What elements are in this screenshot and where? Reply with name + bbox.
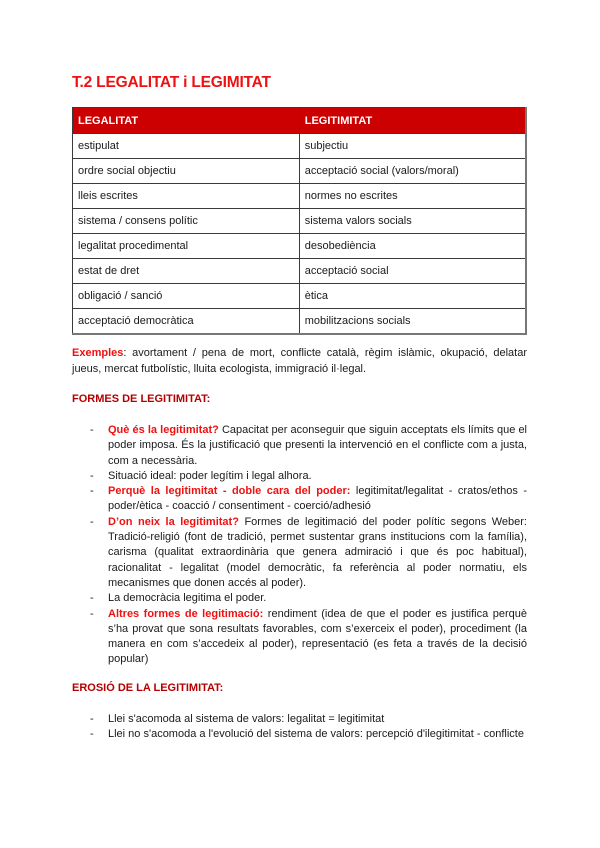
section-heading-erosio: EROSIÓ DE LA LEGITIMITAT: [72,682,224,694]
item-text: La democràcia legitima el poder. [108,592,267,605]
table-cell: estat de dret [73,259,300,284]
table-cell: desobediència [299,234,526,259]
table-cell: ètica [299,284,526,309]
table-cell: mobilitzacions socials [299,309,526,335]
table-cell: ordre social objectiu [73,159,300,184]
item-text: Formes de legitimació del poder polític segons Weber: Tradició-religió (font de tradició, permet sustentar grans institucions com la família), carisma (qualitat extraordinària que genera admiració i que és poc habitual), racionalitat - legalitat (model democràtic, fa referència al poder normatiu, els mecanismes que donen accés al poder). [108,515,527,589]
table-cell: acceptació social [299,259,526,284]
table-row [73,134,527,159]
item-lead: Perquè la legitimitat - doble cara del poder: [108,485,351,498]
examples-text: : avortament / pena de mort, conflicte català, règim islàmic, okupació, delatar jueus, mercat futbolístic, lluita ecologista, immigració il·legal. [72,347,527,375]
item-lead: D’on neix la legitimitat? [108,515,239,528]
item-text: Capacitat per aconseguir que siguin acceptats els límits que el poder imposa. És la justificació que presenti la intervenció en el conflicte com a justa, com a necessària. [108,424,528,467]
table-header-row [73,108,527,134]
list-item [72,484,527,515]
item-text: Situació ideal: poder legítim i legal alhora. [108,469,312,482]
table-cell: obligació / sanció [73,284,300,309]
formes-list [72,423,527,668]
table-row [73,159,527,184]
comparison-table [72,107,527,335]
list-item [72,607,527,668]
page-title: T.2 LEGALITAT i LEGIMITAT [72,74,271,91]
list-item [72,727,527,742]
table-cell: subjectiu [299,134,526,159]
item-text: Llei no s'acomoda a l'evolució del sistema de valors: percepció d'ilegitimitat - conflicte [108,728,524,741]
item-text: Llei s'acomoda al sistema de valors: legalitat = legitimitat [108,713,385,725]
item-lead: Què és la legitimitat? [108,424,219,436]
examples-label: Exemples [72,347,124,359]
column-header-legalitat: LEGALITAT [73,108,300,134]
table-cell: acceptació social (valors/moral) [299,159,526,184]
table-cell: sistema valors socials [299,209,526,234]
section-heading-formes: FORMES DE LEGITIMITAT: [72,393,211,405]
list-item [72,591,527,606]
table-cell: sistema / consens polític [73,209,300,234]
item-text: rendiment (idea de que el poder es justifica perquè s’ha provat que sona resultats favorables, com s’exerceix el poder), procediment (la manera en com s’accedeix al poder), representació (es feta a través de la decisió popular) [108,607,527,666]
table-row [73,259,527,284]
table-row [73,309,527,335]
list-item [72,515,527,591]
table-row [73,184,527,209]
table-row [73,234,527,259]
column-header-legitimitat: LEGITIMITAT [299,108,526,134]
table-cell: acceptació democràtica [73,309,300,335]
item-text: legitimitat/legalitat - cratos/ethos - poder/ètica - coacció / consentiment - coerció/adhesió [108,485,527,513]
list-item [72,712,527,727]
table-cell: normes no escrites [299,184,526,209]
table-cell: lleis escrites [73,184,300,209]
table-row [73,284,527,309]
item-lead: Altres formes de legitimació: [108,607,264,620]
table-cell: legalitat procedimental [73,234,300,259]
list-item [72,423,527,469]
table-row [73,209,527,234]
erosio-list [72,712,527,743]
table-cell: estipulat [73,134,300,159]
examples-paragraph [72,346,527,377]
list-item [72,469,527,484]
